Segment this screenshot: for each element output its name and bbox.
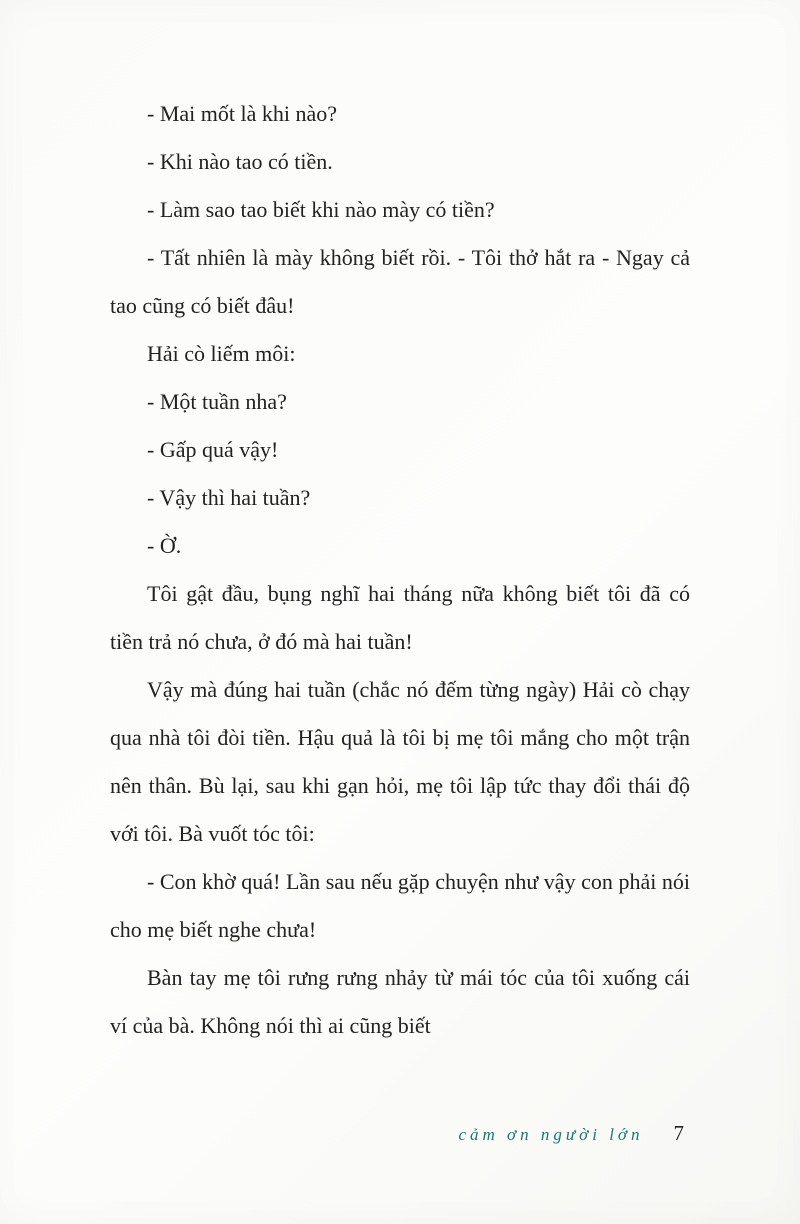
paragraph: - Gấp quá vậy! (147, 437, 279, 462)
paragraph: - Làm sao tao biết khi nào mày có tiền? (147, 197, 495, 222)
paragraph: - Mai mốt là khi nào? (147, 101, 338, 126)
text-block (110, 90, 690, 1050)
paragraph: - Một tuần nha? (147, 389, 287, 414)
paragraph: Tôi gật đầu, bụng nghĩ hai tháng nữa không biết tôi đã có tiền trả nó chưa, ở đó mà hai tuần! (110, 581, 690, 654)
paragraph: - Khi nào tao có tiền. (147, 149, 333, 174)
page-number: 7 (673, 1121, 684, 1145)
paragraph: - Tất nhiên là mày không biết rồi. - Tôi thở hắt ra - Ngay cả tao cũng có biết đâu! (110, 245, 690, 318)
paragraph: Hải cò liếm môi: (147, 341, 296, 366)
running-title: cảm ơn người lớn (458, 1125, 644, 1144)
paragraph: - Vậy thì hai tuần? (147, 485, 311, 510)
paragraph: Vậy mà đúng hai tuần (chắc nó đếm từng ngày) Hải cò chạy qua nhà tôi đòi tiền. Hậu quả là tôi bị mẹ tôi mắng cho một trận nên thân. Bù lại, sau khi gạn hỏi, mẹ tôi lập tức thay đổi thái độ với tôi. Bà vuốt tóc tôi: (110, 677, 690, 846)
page-footer (110, 1121, 684, 1146)
paragraph: - Con khờ quá! Lần sau nếu gặp chuyện như vậy con phải nói cho mẹ biết nghe chưa! (110, 869, 690, 942)
paragraph: - Ờ. (147, 533, 182, 558)
paragraph: Bàn tay mẹ tôi rưng rưng nhảy từ mái tóc của tôi xuống cái ví của bà. Không nói thì ai cũng biết (110, 965, 690, 1038)
